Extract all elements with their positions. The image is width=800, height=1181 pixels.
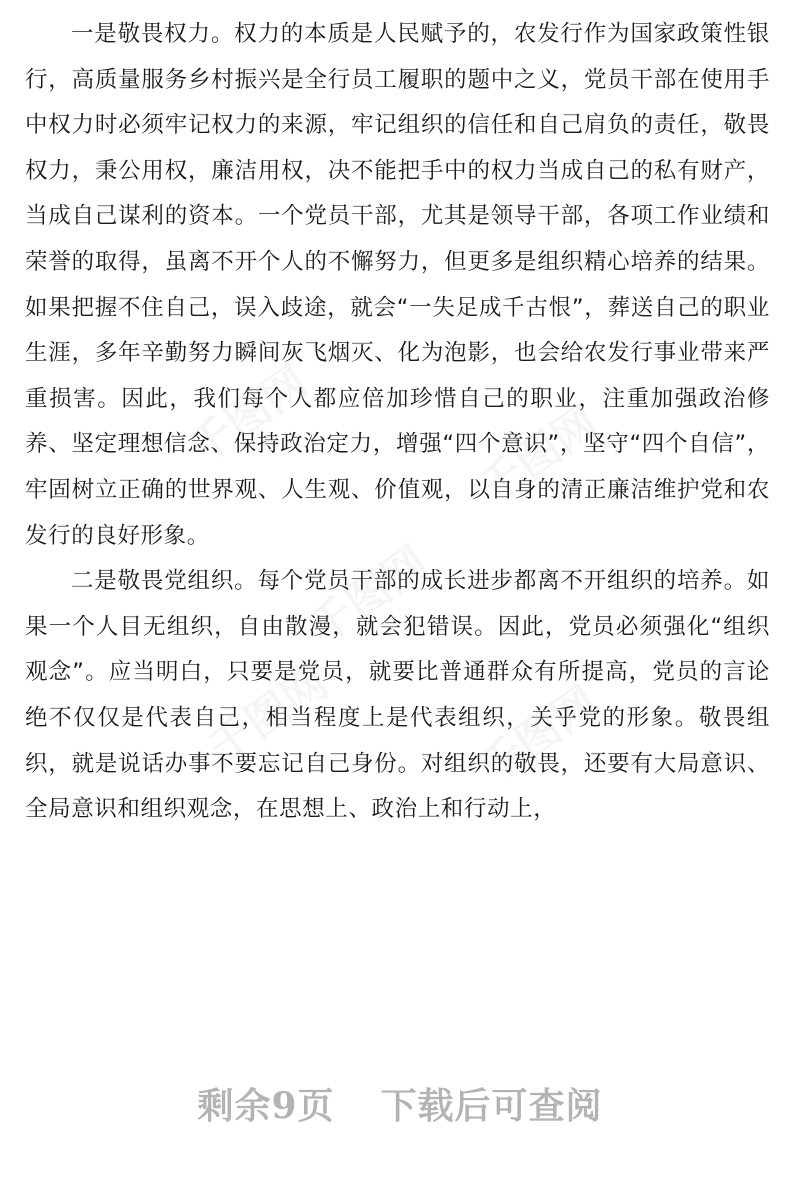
watermark: 千图网 [469, 676, 608, 795]
paragraph-1: 一是敬畏权力。权力的本质是人民赋予的，农发行作为国家政策性银行，高质量服务乡村振兴是全行员工履职的题中之义，党员干部在使用手中权力时必须牢记权力的来源，牢记组织的信任和自己肩负的责任，敬畏权力，秉公用权，廉洁用权，决不能把手中的权力当成自己的私有财产，当成自己谋利的资本。一个党员干部，尤其是领导干部，各项工作业绩和荣誉的取得，虽离不开个人的不懈努力，但更多是组织精心培养的结果。如果把握不住自己，误入歧途，就会“一失足成千古恨”，葬送自己的职业生涯，多年辛勤努力瞬间灰飞烟灭、化为泡影，也会给农发行事业带来严重损害。因此，我们每个人都应倍加珍惜自己的职业，注重加强政治修养、坚定理想信念、保持政治定力，增强“四个意识”，坚守“四个自信”，牢固树立正确的世界观、人生观、价值观，以自身的清正廉洁维护党和农发行的良好形象。 [25, 21, 770, 549]
watermark: 千图网 [469, 396, 608, 515]
watermark: 千图网 [199, 656, 338, 775]
download-to-view-text: 下载后可查阅 [380, 1085, 603, 1127]
paragraph-2: 二是敬畏党组织。每个党员干部的成长进步都离不开组织的培养。如果一个人目无组织，自由散漫，就会犯错误。因此，党员必须强化“组织观念”。应当明白，只要是党员，就要比普通群众有所提高，党员的言论绝不仅仅是代表自己，相当程度上是代表组织，关乎党的形象。敬畏组织，就是说话办事不要忘记自己身份。对组织的敬畏，还要有大局意识、全局意识和组织观念，在思想上、政治上和行动上， [25, 568, 770, 823]
watermark: 千图网 [299, 536, 438, 655]
download-prompt-banner[interactable] [0, 1078, 800, 1129]
watermark: 千图网 [179, 356, 318, 475]
document-body [25, 12, 770, 833]
remaining-pages-text: 剩余9页 [197, 1085, 335, 1127]
